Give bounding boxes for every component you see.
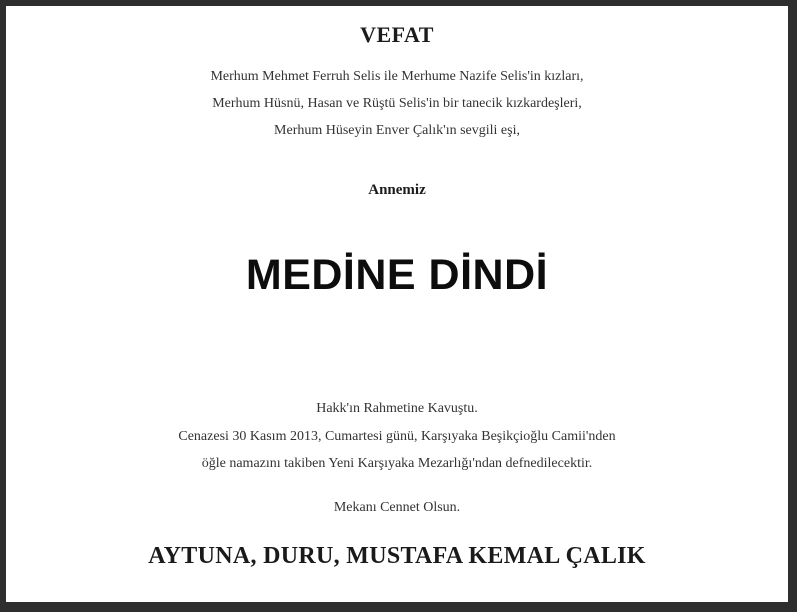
notice-title: VEFAT [360, 22, 434, 47]
relation-line-2: Merhum Hüsnü, Hasan ve Rüştü Selis'in bir tanecik kızkardeşleri, [212, 96, 582, 111]
deceased-name: MEDİNE DİNDİ [245, 251, 549, 299]
message-line-1: Hakk'ın Rahmetine Kavuştu. [316, 401, 478, 416]
intro-label: Annemiz [368, 182, 426, 198]
relation-line-3: Merhum Hüseyin Enver Çalık'ın sevgili eşi, [274, 123, 520, 138]
blessing-line: Mekanı Cennet Olsun. [333, 500, 461, 515]
signatories: AYTUNA, DURU, MUSTAFA KEMAL ÇALIK [148, 543, 646, 569]
message-line-3: öğle namazını takiben Yeni Karşıyaka Mezarlığı'ndan defnedilecektir. [201, 456, 593, 471]
relation-line-1: Merhum Mehmet Ferruh Selis ile Merhume Nazife Selis'in kızları, [210, 69, 584, 84]
message-line-2: Cenazesi 30 Kasım 2013, Cumartesi günü, Karşıyaka Beşikçioğlu Camii'nden [178, 429, 616, 444]
